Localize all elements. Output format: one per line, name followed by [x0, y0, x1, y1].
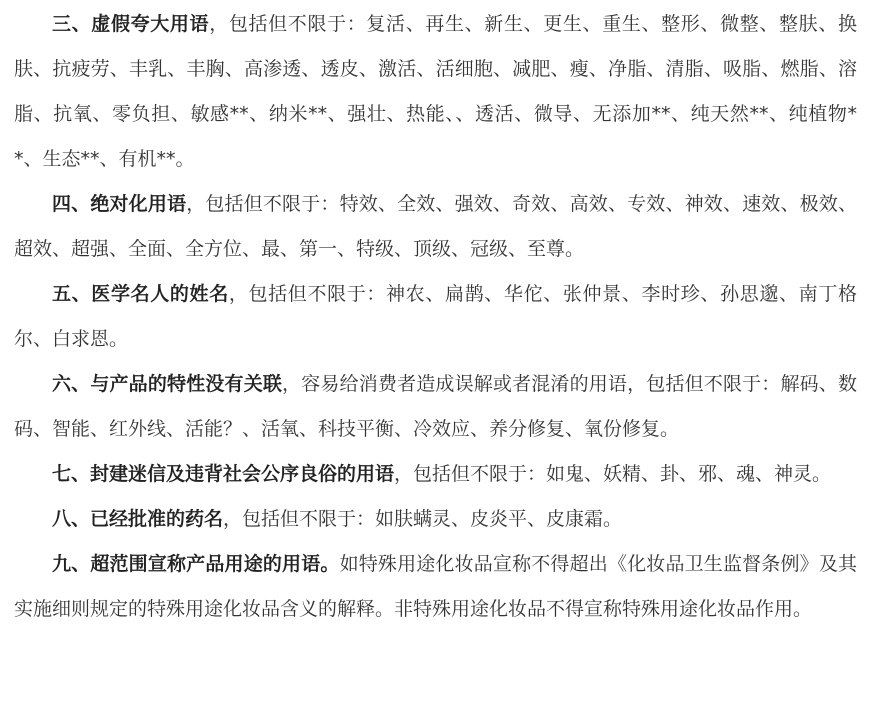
paragraph-medical-names	[14, 272, 857, 362]
paragraph-superstition-terms	[14, 452, 857, 497]
section-text: ，容易给消费者造成误解或者混淆的用语，包括但不限于：解码、数码、智能、红外线、活能？、活氧、科技平衡、冷效应、养分修复、氧份修复。	[14, 373, 857, 440]
section-text: ，包括但不限于：神农、扁鹊、华佗、张仲景、李时珍、孙思邈、南丁格尔、白求恩。	[14, 283, 857, 350]
section-heading: 四、绝对化用语	[52, 193, 187, 215]
section-heading: 七、封建迷信及违背社会公序良俗的用语	[52, 463, 395, 485]
paragraph-exaggerated-terms	[14, 2, 857, 182]
paragraph-drug-names	[14, 497, 857, 542]
section-heading: 三、虚假夸大用语	[52, 13, 210, 35]
paragraph-absolute-terms	[14, 182, 857, 272]
section-text: 如特殊用途化妆品宣称不得超出《化妆品卫生监督条例》及其实施细则规定的特殊用途化妆品含义的解释。非特殊用途化妆品不得宣称特殊用途化妆品作用。	[14, 553, 857, 620]
section-text: ，包括但不限于：如鬼、妖精、卦、邪、魂、神灵。	[394, 463, 832, 485]
section-heading: 五、医学名人的姓名	[52, 283, 229, 305]
section-text: ，包括但不限于：如肤螨灵、皮炎平、皮康霜。	[223, 508, 623, 530]
section-heading: 九、超范围宣称产品用途的用语。	[52, 553, 340, 575]
section-heading: 六、与产品的特性没有关联	[52, 373, 283, 395]
section-text: ，包括但不限于：复活、再生、新生、更生、重生、整形、微整、整肤、换肤、抗疲劳、丰乳、丰胸、高渗透、透皮、激活、活细胞、减肥、瘦、净脂、清脂、吸脂、燃脂、溶脂、抗氧、零负担、敏感**、纳米**、强壮、热能、、透活、微导、无添加**、纯天然**、纯植物**、生态**、有机**。	[14, 13, 857, 170]
paragraph-unrelated-terms	[14, 362, 857, 452]
paragraph-overreach-claims	[14, 542, 857, 632]
section-heading: 八、已经批准的药名	[52, 508, 224, 530]
section-text: ，包括但不限于：特效、全效、强效、奇效、高效、专效、神效、速效、极效、超效、超强、全面、全方位、最、第一、特级、顶级、冠级、至尊。	[14, 193, 857, 260]
